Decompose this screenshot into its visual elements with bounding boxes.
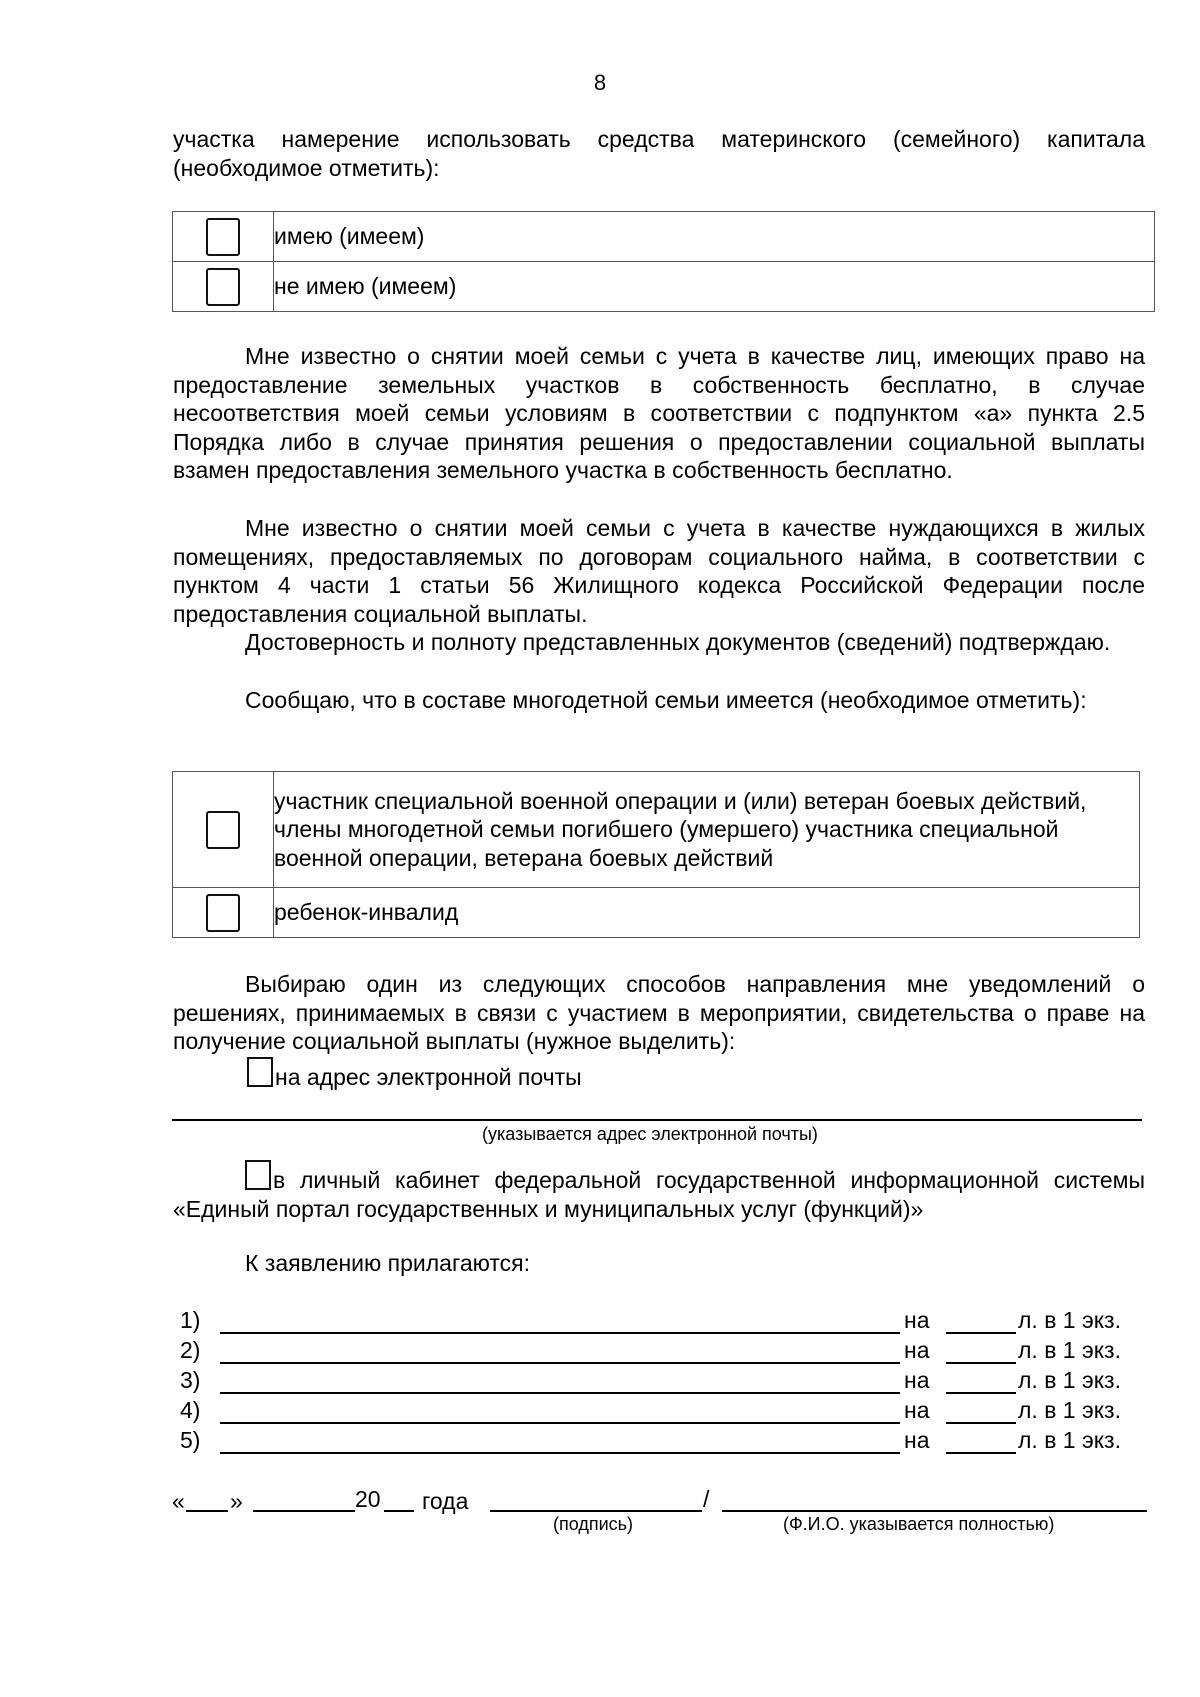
paragraph-land-removal: Мне известно о снятии моей семьи с учета в качестве лиц, имеющих право на предоставление земельных участков в собственность бесплатно, в случае несоответствия моей семьи условиям в соответствии с подпунктом «а» пункта 2.5 Порядка либо в случае принятия решения о предоставлении социальной выплаты взамен предоставления земельного участка в собственность бесплатно.: [173, 343, 1145, 483]
attachment-name-field[interactable]: [220, 1392, 900, 1394]
checkbox-portal[interactable]: [245, 1160, 271, 1190]
date-open-quote: «: [172, 1488, 185, 1514]
email-option: [247, 1057, 582, 1091]
signature-field[interactable]: [490, 1510, 702, 1512]
checkbox-cell: [173, 772, 274, 888]
capital-option-row: [173, 262, 1155, 312]
attachment-name-field[interactable]: [220, 1452, 900, 1454]
portal-option-label: в личный кабинет федеральной государственной информационной системы «Единый портал государственных и муниципальных услуг (функций)»: [173, 1167, 1145, 1222]
attachment-number: 2): [180, 1337, 201, 1363]
family-options-table: [172, 771, 1140, 938]
attachment-name-field[interactable]: [220, 1362, 900, 1364]
portal-option: [173, 1160, 1145, 1223]
checkbox-not-have[interactable]: [206, 268, 240, 306]
paragraph-confirmation: Достоверность и полноту представленных документов (сведений) подтверждаю.: [245, 629, 1111, 655]
date-month-field[interactable]: [253, 1510, 355, 1512]
signature-caption: (подпись): [553, 1514, 634, 1534]
date-year-prefix: 20: [355, 1486, 381, 1512]
attachment-na-label: на: [904, 1337, 930, 1363]
attachment-number: 3): [180, 1367, 201, 1393]
attachment-number: 4): [180, 1397, 201, 1423]
checkbox-disabled-child[interactable]: [206, 894, 240, 932]
attachments-title: К заявлению прилагаются:: [245, 1250, 531, 1276]
attachment-copies-label: л. в 1 экз.: [1018, 1307, 1121, 1333]
checkbox-cell: [173, 262, 274, 312]
attachment-name-field[interactable]: [220, 1422, 900, 1424]
option-label: не имею (имеем): [274, 262, 1155, 312]
full-name-field[interactable]: [722, 1510, 1147, 1512]
intro-text: участка намерение использовать средства материнского (семейного) капитала (необходимое отметить):: [173, 126, 1145, 181]
capital-option-row: [173, 212, 1155, 262]
attachment-sheets-field[interactable]: [946, 1452, 1016, 1454]
checkbox-have[interactable]: [206, 218, 240, 256]
date-year-field[interactable]: [384, 1510, 414, 1512]
attachment-na-label: на: [904, 1307, 930, 1333]
attachment-na-label: на: [904, 1427, 930, 1453]
attachment-na-label: на: [904, 1367, 930, 1393]
email-option-label: на адрес электронной почты: [275, 1064, 582, 1090]
checkbox-email[interactable]: [247, 1057, 273, 1087]
paragraph-housing-removal: Мне известно о снятии моей семьи с учета в качестве нуждающихся в жилых помещениях, предоставляемых по договорам социального найма, в соответствии с пунктом 4 части 1 статьи 56 Жилищного кодекса Российской Федерации после предоставления социальной выплаты.: [173, 515, 1145, 627]
attachment-sheets-field[interactable]: [946, 1392, 1016, 1394]
attachment-row: [180, 1367, 1140, 1397]
attachment-copies-label: л. в 1 экз.: [1018, 1337, 1121, 1363]
capital-options-table: [172, 211, 1155, 312]
attachment-na-label: на: [904, 1397, 930, 1423]
option-label: участник специальной военной операции и (или) ветеран боевых действий, члены многодетной семьи погибшего (умершего) участника специальной военной операции, ветерана боевых действий: [274, 772, 1140, 888]
email-caption: (указывается адрес электронной почты): [482, 1124, 818, 1144]
option-label: ребенок-инвалид: [274, 888, 1140, 938]
attachment-row: [180, 1337, 1140, 1367]
notification-intro: Выбираю один из следующих способов направления мне уведомлений о решениях, принимаемых в связи с участием в мероприятии, свидетельства о праве на получение социальной выплаты (нужное выделить):: [173, 971, 1145, 1054]
attachment-number: 1): [180, 1307, 201, 1333]
attachment-sheets-field[interactable]: [946, 1422, 1016, 1424]
checkbox-cell: [173, 212, 274, 262]
attachment-copies-label: л. в 1 экз.: [1018, 1397, 1121, 1423]
attachment-copies-label: л. в 1 экз.: [1018, 1367, 1121, 1393]
attachment-row: [180, 1307, 1140, 1337]
date-day-field[interactable]: [186, 1510, 228, 1512]
attachment-name-field[interactable]: [220, 1332, 900, 1334]
date-close-quote: »: [230, 1488, 243, 1514]
attachment-row: [180, 1397, 1140, 1427]
page-number: 8: [593, 70, 607, 95]
email-input-line[interactable]: [172, 1119, 1142, 1121]
full-name-caption: (Ф.И.О. указывается полностью): [783, 1514, 1055, 1534]
attachment-copies-label: л. в 1 экз.: [1018, 1427, 1121, 1453]
option-label: имею (имеем): [274, 212, 1155, 262]
signature-slash: /: [703, 1486, 710, 1512]
family-option-row: [173, 888, 1140, 938]
checkbox-svo-participant[interactable]: [206, 811, 240, 849]
paragraph-family-composition: Сообщаю, что в составе многодетной семьи имеется (необходимое отметить):: [245, 687, 1087, 713]
checkbox-cell: [173, 888, 274, 938]
attachment-number: 5): [180, 1427, 201, 1453]
family-option-row: [173, 772, 1140, 888]
attachment-sheets-field[interactable]: [946, 1332, 1016, 1334]
attachment-sheets-field[interactable]: [946, 1362, 1016, 1364]
attachment-row: [180, 1427, 1140, 1457]
date-year-word: года: [422, 1488, 469, 1514]
